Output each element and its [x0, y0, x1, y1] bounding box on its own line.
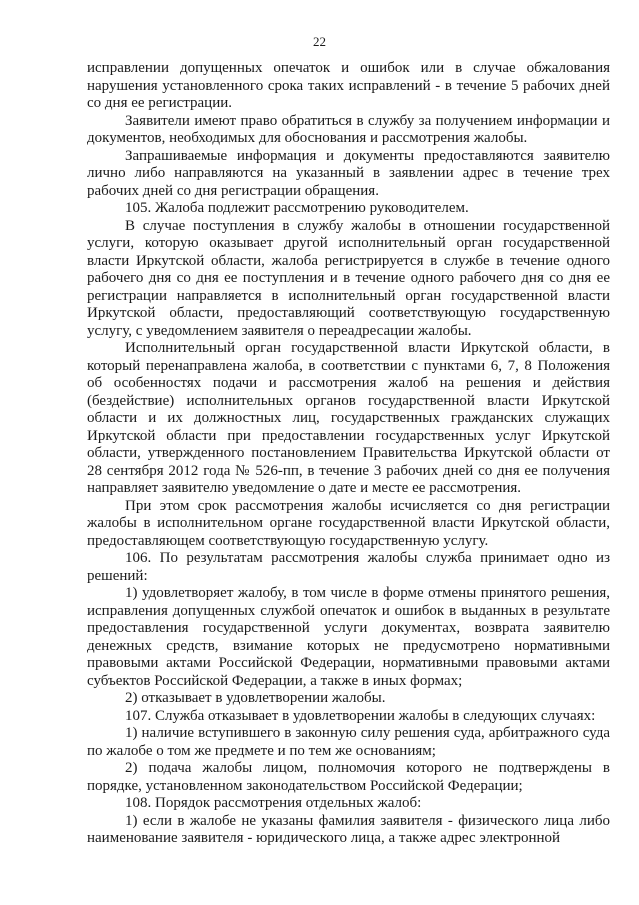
paragraph-clause-105: 105. Жалоба подлежит рассмотрению руководителем.	[125, 200, 469, 216]
list-item-107-2: 2) подача жалобы лицом, полномочия которого не подтверждены в порядке, установленном законодательством Российской Федерации;	[87, 760, 610, 794]
paragraph-requested-info: Запрашиваемые информация и документы предоставляются заявителю лично либо направляются на указанный в заявлении адрес в течение трех рабочих дней со дня регистрации обращения.	[87, 147, 610, 199]
paragraph-review-term: При этом срок рассмотрения жалобы исчисляется со дня регистрации жалобы в исполнительном органе государственной власти Иркутской области, предоставляющем соответствующую государственную услугу.	[87, 497, 610, 549]
list-item-107-1: 1) наличие вступившего в законную силу решения суда, арбитражного суда по жалобе о том же предмете и по тем же основаниям;	[87, 725, 610, 759]
paragraph-complaint-redirect: В случае поступления в службу жалобы в отношении государственной услуги, которую оказывает другой исполнительный орган государственной власти Иркутской области, жалоба регистрируется в службе в течение одного рабочего дня со дня ее поступления и в течение одного рабочего дня со дня ее регистрации направляется в исполнительный орган государственной власти Иркутской области, предоставляющий соответствующую государственную услугу, с уведомлением заявителя о переадресации жалобы.	[87, 217, 610, 339]
list-item-108-1: 1) если в жалобе не указаны фамилия заявителя - физического лица либо наименование заявителя - юридического лица, а также адрес электронной	[87, 812, 610, 846]
paragraph-continuation: исправлении допущенных опечаток и ошибок или в случае обжалования нарушения установленного срока таких исправлений - в течение 5 рабочих дней со дня ее регистрации.	[87, 60, 610, 111]
list-item-106-1: 1) удовлетворяет жалобу, в том числе в форме отмены принятого решения, исправления допущенных службой опечаток и ошибок в выданных в результате предоставления государственной услуги документах, возврата заявителю денежных средств, взимание которых не предусмотрено нормативными правовыми актами Российской Федерации, нормативными правовыми актами субъектов Российской Федерации, а также в иных формах;	[87, 585, 610, 689]
paragraph-clause-106: 106. По результатам рассмотрения жалобы служба принимает одно из решений:	[87, 550, 610, 584]
list-item-106-2: 2) отказывает в удовлетворении жалобы.	[125, 690, 386, 706]
page-number: 22	[313, 34, 326, 49]
paragraph-executive-body: Исполнительный орган государственной власти Иркутской области, в который перенаправлена жалоба, в соответствии с пунктами 6, 7, 8 Положения об особенностях подачи и рассмотрения жалоб на решения и действия (бездействие) исполнительных органов государственной власти Иркутской области и их должностных лиц, государственных гражданских служащих Иркутской области при предоставлении государственных услуг Иркутской области, утвержденного постановлением Правительства Иркутской области от 28 сентября 2012 года № 526-пп, в течение 3 рабочих дней со дня ее получения направляет заявителю уведомление о дате и месте ее рассмотрения.	[87, 340, 610, 496]
document-body	[87, 60, 610, 848]
paragraph-clause-107: 107. Служба отказывает в удовлетворении жалобы в следующих случаях:	[125, 707, 596, 724]
paragraph-clause-108: 108. Порядок рассмотрения отдельных жалоб:	[125, 795, 422, 811]
paragraph-applicant-rights: Заявители имеют право обратиться в службу за получением информации и документов, необходимых для обоснования и рассмотрения жалобы.	[87, 112, 610, 146]
